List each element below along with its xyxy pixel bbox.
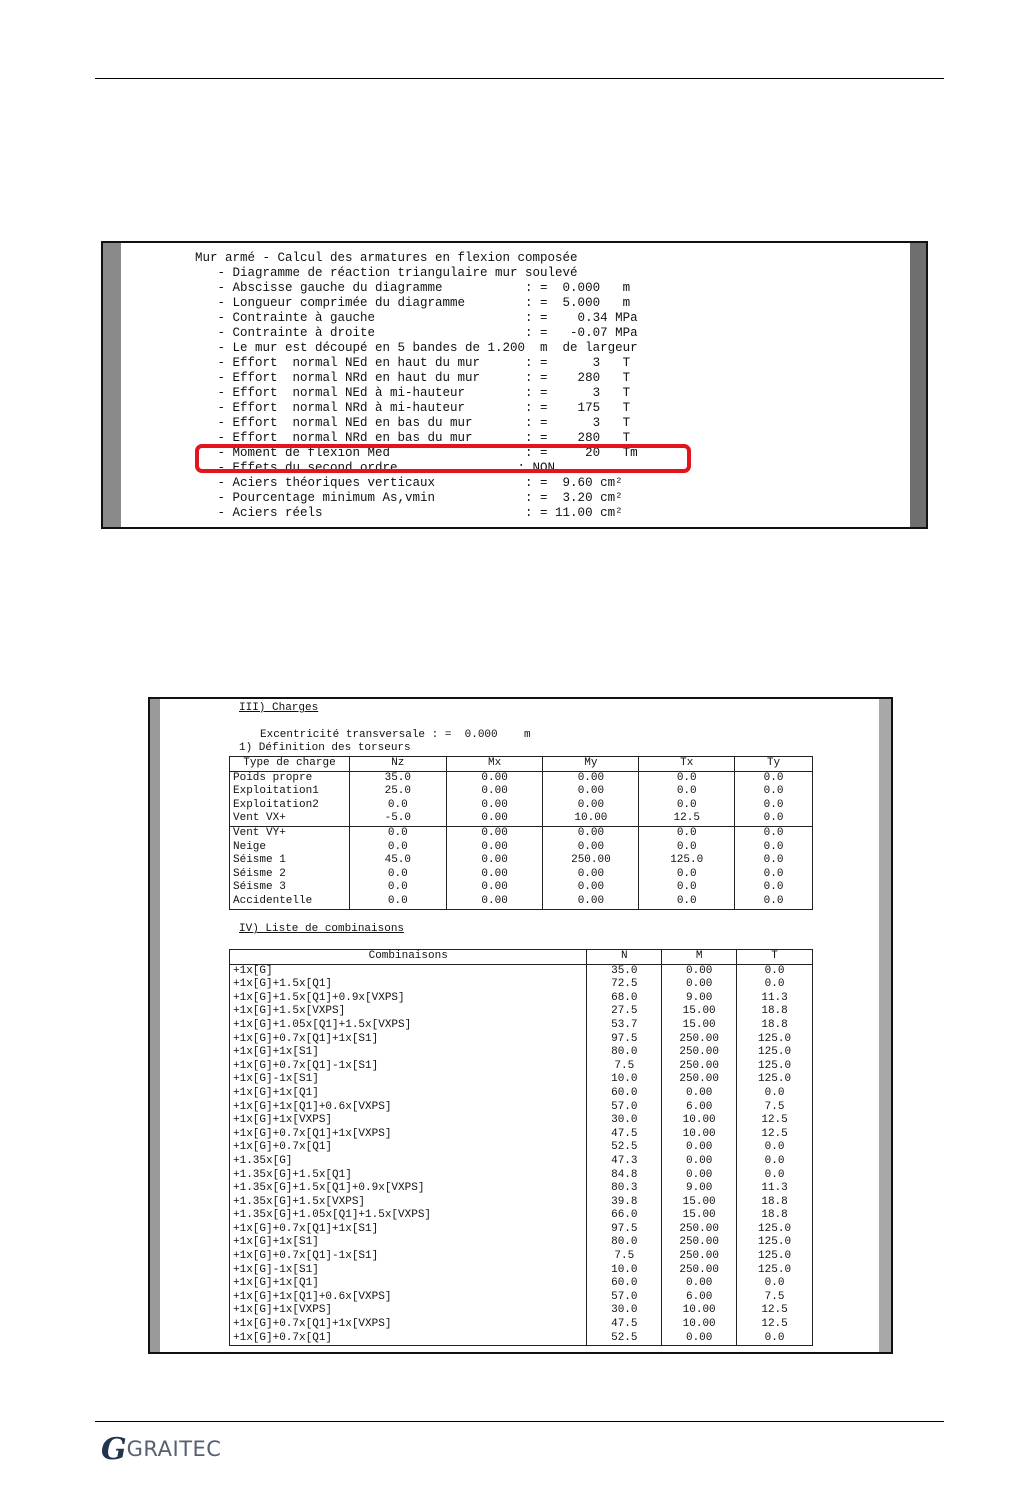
cell-value: 27.5 (587, 1005, 662, 1019)
calc-line: - Effort normal NEd en bas du mur : = 3 T (195, 416, 631, 430)
calculation-lines (195, 251, 638, 521)
table-row (230, 1114, 813, 1128)
row-label: Accidentelle (230, 895, 350, 909)
cell-value: 35.0 (349, 771, 446, 785)
table-row (230, 1277, 813, 1291)
cell-value: 250.00 (662, 1073, 737, 1087)
column-header: Tx (639, 757, 735, 772)
footer-rule (95, 1421, 944, 1422)
column-header: Nz (349, 757, 446, 772)
cell-value: 35.0 (587, 964, 662, 978)
cell-value: 84.8 (587, 1169, 662, 1183)
cell-value: 7.5 (737, 1291, 813, 1305)
table-row (230, 1209, 813, 1223)
table-row (230, 1101, 813, 1115)
row-label: +1x[G]+1.5x[Q1] (230, 978, 587, 992)
cell-value: 53.7 (587, 1019, 662, 1033)
cell-value: 125.0 (737, 1223, 813, 1237)
cell-value: 15.00 (662, 1019, 737, 1033)
calc-line: - Contrainte à gauche : = 0.34 MPa (195, 311, 638, 325)
table-row (230, 881, 813, 895)
cell-value: 0.00 (543, 826, 639, 840)
cell-value: 0.00 (543, 868, 639, 882)
table-row (230, 1264, 813, 1278)
cell-value: 10.0 (587, 1264, 662, 1278)
cell-value: 0.0 (735, 771, 813, 785)
cell-value: 10.00 (543, 812, 639, 826)
row-label: +1x[G]+1x[VXPS] (230, 1304, 587, 1318)
cell-value: 18.8 (737, 1005, 813, 1019)
cell-value: 0.00 (446, 854, 543, 868)
cell-value: 125.0 (737, 1073, 813, 1087)
cell-value: 0.00 (446, 841, 543, 855)
cell-value: 0.0 (349, 895, 446, 909)
table-row (230, 799, 813, 813)
cell-value: 0.00 (662, 964, 737, 978)
cell-value: 0.00 (543, 785, 639, 799)
cell-value: 6.00 (662, 1291, 737, 1305)
cell-value: 97.5 (587, 1033, 662, 1047)
table-row (230, 1019, 813, 1033)
cell-value: 0.0 (735, 881, 813, 895)
cell-value: 0.0 (735, 812, 813, 826)
row-label: +1x[G]+1x[Q1]+0.6x[VXPS] (230, 1291, 587, 1305)
table-row (230, 978, 813, 992)
table-row (230, 1087, 813, 1101)
cell-value: 47.5 (587, 1128, 662, 1142)
cell-value: 0.0 (349, 826, 446, 840)
cell-value: 250.00 (662, 1264, 737, 1278)
calc-line: - Effort normal NRd en bas du mur : = 280 T (195, 431, 631, 445)
row-label: +1x[G]+1x[Q1] (230, 1277, 587, 1291)
cell-value: 0.0 (735, 799, 813, 813)
row-label: Séisme 1 (230, 854, 350, 868)
cell-value: 250.00 (662, 1033, 737, 1047)
cell-value: 250.00 (543, 854, 639, 868)
cell-value: -5.0 (349, 812, 446, 826)
cell-value: 0.00 (543, 841, 639, 855)
cell-value: 0.00 (662, 1169, 737, 1183)
row-label: Exploitation1 (230, 785, 350, 799)
cell-value: 125.0 (737, 1236, 813, 1250)
row-label: +1x[G]+1x[VXPS] (230, 1114, 587, 1128)
column-header: Ty (735, 757, 813, 772)
cell-value: 125.0 (737, 1033, 813, 1047)
cell-value: 250.00 (662, 1223, 737, 1237)
graitec-logo-text: GRAITEC (126, 1437, 222, 1461)
cell-value: 18.8 (737, 1019, 813, 1033)
cell-value: 80.0 (587, 1046, 662, 1060)
cell-value: 45.0 (349, 854, 446, 868)
calculation-screenshot (101, 241, 928, 529)
table-row (230, 895, 813, 909)
table-row (230, 992, 813, 1006)
cell-value: 10.00 (662, 1318, 737, 1332)
cell-value: 0.00 (446, 771, 543, 785)
cell-value: 97.5 (587, 1223, 662, 1237)
table-row (230, 1250, 813, 1264)
cell-value: 0.00 (446, 799, 543, 813)
cell-value: 125.0 (737, 1264, 813, 1278)
row-label: +1x[G]+1x[Q1]+0.6x[VXPS] (230, 1101, 587, 1115)
cell-value: 0.0 (737, 1155, 813, 1169)
table-row (230, 1169, 813, 1183)
table-row (230, 1182, 813, 1196)
cell-value: 250.00 (662, 1250, 737, 1264)
cell-value: 12.5 (639, 812, 735, 826)
cell-value: 0.0 (735, 785, 813, 799)
highlight-moment-box (195, 444, 691, 473)
column-header: T (737, 950, 813, 965)
cell-value: 0.00 (662, 1087, 737, 1101)
cell-value: 18.8 (737, 1196, 813, 1210)
cell-value: 15.00 (662, 1196, 737, 1210)
cell-value: 60.0 (587, 1277, 662, 1291)
row-label: +1x[G]+1.5x[Q1]+0.9x[VXPS] (230, 992, 587, 1006)
calc-line: - Abscisse gauche du diagramme : = 0.000 m (195, 281, 631, 295)
cell-value: 80.3 (587, 1182, 662, 1196)
column-header: My (543, 757, 639, 772)
cell-value: 250.00 (662, 1060, 737, 1074)
calc-line: - Effort normal NEd en haut du mur : = 3 T (195, 356, 631, 370)
cell-value: 52.5 (587, 1332, 662, 1346)
column-header: Mx (446, 757, 543, 772)
combinations-section-title: IV) Liste de combinaisons (239, 923, 405, 935)
cell-value: 72.5 (587, 978, 662, 992)
row-label: +1x[G]-1x[S1] (230, 1264, 587, 1278)
cell-value: 0.00 (662, 1155, 737, 1169)
calc-line: - Le mur est découpé en 5 bandes de 1.200 m de largeur (195, 341, 638, 355)
cell-value: 0.00 (662, 978, 737, 992)
cell-value: 7.5 (587, 1060, 662, 1074)
cell-value: 0.0 (639, 868, 735, 882)
table-row (230, 1291, 813, 1305)
cell-value: 25.0 (349, 785, 446, 799)
row-label: +1.35x[G]+1.5x[VXPS] (230, 1196, 587, 1210)
cell-value: 10.0 (587, 1073, 662, 1087)
column-header: Combinaisons (230, 950, 587, 965)
row-label: +1x[G]+1.5x[VXPS] (230, 1005, 587, 1019)
loads-screenshot (148, 697, 893, 1354)
cell-value: 15.00 (662, 1005, 737, 1019)
table-row (230, 1223, 813, 1237)
cell-value: 60.0 (587, 1087, 662, 1101)
row-label: Séisme 2 (230, 868, 350, 882)
cell-value: 0.00 (543, 895, 639, 909)
row-label: +1x[G]+0.7x[Q1]-1x[S1] (230, 1060, 587, 1074)
cell-value: 0.0 (737, 1087, 813, 1101)
table-row (230, 1005, 813, 1019)
cell-value: 18.8 (737, 1209, 813, 1223)
cell-value: 47.3 (587, 1155, 662, 1169)
graitec-logo-icon: G (101, 1431, 125, 1467)
cell-value: 66.0 (587, 1209, 662, 1223)
table-row (230, 1318, 813, 1332)
cell-value: 57.0 (587, 1291, 662, 1305)
row-label: +1.35x[G]+1.5x[Q1] (230, 1169, 587, 1183)
cell-value: 57.0 (587, 1101, 662, 1115)
cell-value: 0.0 (735, 868, 813, 882)
cell-value: 68.0 (587, 992, 662, 1006)
cell-value: 125.0 (737, 1250, 813, 1264)
table-row (230, 1060, 813, 1074)
calc-line: - Longueur comprimée du diagramme : = 5.000 m (195, 296, 631, 310)
row-label: +1.35x[G]+1.05x[Q1]+1.5x[VXPS] (230, 1209, 587, 1223)
charges-table (229, 756, 813, 910)
cell-value: 250.00 (662, 1046, 737, 1060)
table-row (230, 826, 813, 840)
cell-value: 125.0 (737, 1046, 813, 1060)
cell-value: 52.5 (587, 1141, 662, 1155)
cell-value: 0.0 (349, 868, 446, 882)
column-header: N (587, 950, 662, 965)
calc-line: - Diagramme de réaction triangulaire mur soulevé (195, 266, 578, 280)
table-row (230, 1332, 813, 1346)
calc-line: - Pourcentage minimum As,vmin : = 3.20 cm² (195, 491, 623, 505)
table-row (230, 1141, 813, 1155)
cell-value: 10.00 (662, 1128, 737, 1142)
row-label: +1x[G]+1x[S1] (230, 1046, 587, 1060)
calc-line: - Effort normal NRd en haut du mur : = 280 T (195, 371, 631, 385)
row-label: Vent VX+ (230, 812, 350, 826)
table-row (230, 1155, 813, 1169)
cell-value: 9.00 (662, 1182, 737, 1196)
row-label: +1x[G]+0.7x[Q1]+1x[VXPS] (230, 1318, 587, 1332)
row-label: +1x[G]+0.7x[Q1] (230, 1332, 587, 1346)
cell-value: 10.00 (662, 1304, 737, 1318)
cell-value: 0.0 (737, 1277, 813, 1291)
row-label: +1x[G]-1x[S1] (230, 1073, 587, 1087)
cell-value: 0.0 (737, 1169, 813, 1183)
cell-value: 0.00 (543, 771, 639, 785)
row-label: Exploitation2 (230, 799, 350, 813)
cell-value: 7.5 (587, 1250, 662, 1264)
row-label: Séisme 3 (230, 881, 350, 895)
cell-value: 7.5 (737, 1101, 813, 1115)
cell-value: 0.00 (446, 881, 543, 895)
calc-line: - Moment de flexion Med : = 20 Tm (195, 446, 638, 460)
cell-value: 0.00 (543, 799, 639, 813)
cell-value: 0.00 (662, 1277, 737, 1291)
cell-value: 0.00 (446, 826, 543, 840)
table-row (230, 841, 813, 855)
right-scroll-margin (910, 243, 926, 527)
row-label: +1.35x[G]+1.5x[Q1]+0.9x[VXPS] (230, 1182, 587, 1196)
cell-value: 0.0 (735, 841, 813, 855)
cell-value: 12.5 (737, 1304, 813, 1318)
column-header: Type de charge (230, 757, 350, 772)
row-label: +1x[G]+0.7x[Q1]-1x[S1] (230, 1250, 587, 1264)
table-row (230, 1033, 813, 1047)
cell-value: 12.5 (737, 1114, 813, 1128)
cell-value: 30.0 (587, 1114, 662, 1128)
torsors-subsection: 1) Définition des torseurs (239, 742, 411, 754)
cell-value: 125.0 (737, 1060, 813, 1074)
cell-value: 47.5 (587, 1318, 662, 1332)
calc-line: Mur armé - Calcul des armatures en flexion composée (195, 251, 578, 265)
cell-value: 0.0 (737, 1332, 813, 1346)
cell-value: 0.0 (349, 841, 446, 855)
cell-value: 0.00 (446, 812, 543, 826)
charges-section-title: III) Charges (239, 702, 319, 714)
left-scroll-margin (150, 699, 160, 1352)
cell-value: 30.0 (587, 1304, 662, 1318)
calc-line: - Aciers réels : = 11.00 cm² (195, 506, 623, 520)
table-row (230, 771, 813, 785)
cell-value: 6.00 (662, 1101, 737, 1115)
table-row (230, 1304, 813, 1318)
cell-value: 10.00 (662, 1114, 737, 1128)
cell-value: 9.00 (662, 992, 737, 1006)
cell-value: 0.0 (735, 826, 813, 840)
table-row (230, 868, 813, 882)
cell-value: 0.0 (737, 1141, 813, 1155)
cell-value: 0.0 (349, 799, 446, 813)
header-rule (95, 78, 944, 79)
calc-line: - Effort normal NRd à mi-hauteur : = 175 T (195, 401, 631, 415)
cell-value: 0.0 (639, 771, 735, 785)
cell-value: 0.0 (737, 978, 813, 992)
row-label: Vent VY+ (230, 826, 350, 840)
row-label: +1x[G]+0.7x[Q1]+1x[S1] (230, 1223, 587, 1237)
left-scroll-margin (103, 243, 121, 527)
calc-line: - Contrainte à droite : = -0.07 MPa (195, 326, 638, 340)
table-row (230, 1046, 813, 1060)
cell-value: 15.00 (662, 1209, 737, 1223)
cell-value: 11.3 (737, 1182, 813, 1196)
calc-line: - Effets du second ordre : NON (195, 461, 556, 475)
row-label: +1x[G]+0.7x[Q1] (230, 1141, 587, 1155)
cell-value: 0.00 (543, 881, 639, 895)
cell-value: 0.0 (639, 785, 735, 799)
cell-value: 12.5 (737, 1318, 813, 1332)
row-label: +1x[G]+1.05x[Q1]+1.5x[VXPS] (230, 1019, 587, 1033)
calc-line: - Aciers théoriques verticaux : = 9.60 cm² (195, 476, 623, 490)
row-label: +1x[G]+1x[S1] (230, 1236, 587, 1250)
graitec-logo (101, 1432, 221, 1466)
cell-value: 12.5 (737, 1128, 813, 1142)
row-label: +1x[G]+0.7x[Q1]+1x[S1] (230, 1033, 587, 1047)
table-row (230, 812, 813, 826)
cell-value: 0.0 (639, 826, 735, 840)
cell-value: 0.0 (639, 799, 735, 813)
column-header: M (662, 950, 737, 965)
right-scroll-margin (879, 699, 891, 1352)
cell-value: 0.00 (446, 785, 543, 799)
row-label: Poids propre (230, 771, 350, 785)
cell-value: 0.0 (735, 895, 813, 909)
table-row (230, 1073, 813, 1087)
row-label: Neige (230, 841, 350, 855)
cell-value: 0.00 (446, 895, 543, 909)
cell-value: 125.0 (639, 854, 735, 868)
cell-value: 0.0 (639, 841, 735, 855)
row-label: +1x[G] (230, 964, 587, 978)
cell-value: 0.00 (446, 868, 543, 882)
row-label: +1x[G]+0.7x[Q1]+1x[VXPS] (230, 1128, 587, 1142)
cell-value: 11.3 (737, 992, 813, 1006)
cell-value: 0.0 (735, 854, 813, 868)
cell-value: 250.00 (662, 1236, 737, 1250)
table-row (230, 1128, 813, 1142)
cell-value: 0.0 (639, 881, 735, 895)
calc-line: - Effort normal NEd à mi-hauteur : = 3 T (195, 386, 631, 400)
cell-value: 0.0 (639, 895, 735, 909)
cell-value: 80.0 (587, 1236, 662, 1250)
combinations-table (229, 949, 813, 1346)
eccentricity-line: Excentricité transversale : = 0.000 m (260, 729, 531, 741)
row-label: +1x[G]+1x[Q1] (230, 1087, 587, 1101)
cell-value: 0.00 (662, 1141, 737, 1155)
cell-value: 39.8 (587, 1196, 662, 1210)
table-row (230, 1236, 813, 1250)
cell-value: 0.0 (349, 881, 446, 895)
table-row (230, 1196, 813, 1210)
table-row (230, 964, 813, 978)
table-row (230, 785, 813, 799)
cell-value: 0.00 (662, 1332, 737, 1346)
row-label: +1.35x[G] (230, 1155, 587, 1169)
cell-value: 0.0 (737, 964, 813, 978)
table-row (230, 854, 813, 868)
